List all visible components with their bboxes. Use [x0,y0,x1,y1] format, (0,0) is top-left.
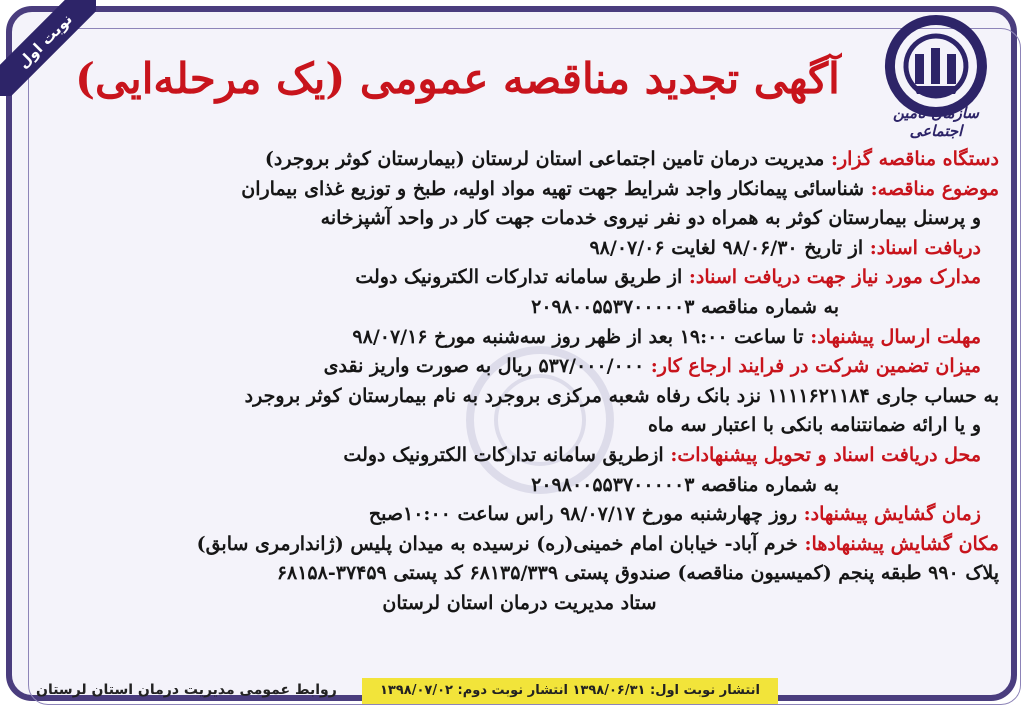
submit-line [40,441,999,471]
docs-value-2: به شماره مناقصه ۲۰۹۸۰۰۵۵۳۷۰۰۰۰۰۳ [531,295,839,318]
submit-value-2: به شماره مناقصه ۲۰۹۸۰۰۵۵۳۷۰۰۰۰۰۳ [531,473,839,496]
signature: ستاد مدیریت درمان استان لرستان [382,591,657,614]
opening-time-value: روز چهارشنبه مورخ ۹۸/۰۷/۱۷ راس ساعت ۱۰:۰۰صبح [368,503,798,526]
notice-body [40,145,999,619]
subject-value-1: شناسائی پیمانکار واجد شرایط جهت تهیه مواد اولیه، طبخ و توزیع غذای بیماران [241,177,865,200]
deadline-label: مهلت ارسال پیشنهاد: [810,325,981,348]
docs-value-1: از طریق سامانه تدارکات الکترونیک دولت [355,266,683,289]
guarantee-value-1: ۵۳۷/۰۰۰/۰۰۰ ریال به صورت واریز نقدی [323,355,645,378]
subject-line-2 [40,204,999,234]
submit-value-1: ازطریق سامانه تدارکات الکترونیک دولت [343,443,664,466]
opening-time-label: زمان گشایش پیشنهاد: [803,503,981,526]
guarantee-line-3 [40,411,999,441]
publication-dates-bar: انتشار نوبت اول: ۱۳۹۸/۰۶/۳۱ انتشار نوبت دوم: ۱۳۹۸/۰۷/۰۲ [362,678,778,704]
guarantee-line [40,352,999,382]
guarantee-value-2: به حساب جاری ۱۱۱۱۶۲۱۱۸۴ نزد بانک رفاه شعبه مرکزی بروجرد به نام بیمارستان کوثر بروجرد [244,384,999,407]
submit-label: محل دریافت اسناد و تحویل پیشنهادات: [670,443,981,466]
receipt-value: از تاریخ ۹۸/۰۶/۳۰ لغایت ۹۸/۰۷/۰۶ [589,236,864,259]
logo-caption: سازمان تامین اجتماعی [893,104,979,140]
signature-line [40,589,999,619]
stamp-label: نوبت اول [0,0,96,96]
docs-label: مدارک مورد نیاز جهت دریافت اسناد: [688,266,981,289]
guarantee-line-2 [40,382,999,412]
submit-line-2 [40,471,999,501]
publisher-credit: روابط عمومی مدیریت درمان استان لرستان [36,682,337,698]
receipt-line [40,234,999,264]
opening-place-value-1: خرم آباد- خیابان امام خمینی(ره) نرسیده به میدان پلیس (ژاندارمری سابق) [196,532,798,555]
subject-value-2: و پرسنل بیمارستان کوثر به همراه دو نفر نیروی خدمات جهت کار در واحد آشپزخانه [320,207,981,230]
notice-title: آگهی تجدید مناقصه عمومی (یک مرحله‌ایی) [75,54,840,103]
organizer-line [40,145,999,175]
guarantee-label: میزان تضمین شرکت در فرایند ارجاع کار: [650,355,981,378]
opening-place-label: مکان گشایش پیشنهادها: [804,532,999,555]
organizer-label: دستگاه مناقصه گزار: [830,148,999,170]
opening-place-value-2: پلاک ۹۹۰ طبقه پنجم (کمیسیون مناقصه) صندوق پستی ۶۸۱۳۵/۳۳۹ کد پستی ۳۷۴۵۹-۶۸۱۵۸ [276,562,999,585]
guarantee-value-3: و یا ارائه ضمانتنامه بانکی با اعتبار سه ماه [647,414,981,437]
docs-line [40,263,999,293]
docs-line-2 [40,293,999,323]
organizer-value: مدیریت درمان تامین اجتماعی استان لرستان (بیمارستان کوثر بروجرد) [264,148,825,170]
subject-label: موضوع مناقصه: [870,177,999,200]
subject-line [40,175,999,205]
opening-place-line [40,530,999,560]
opening-place-line-2 [40,559,999,589]
deadline-line [40,323,999,353]
deadline-value: تا ساعت ۱۹:۰۰ بعد از ظهر روز سه‌شنبه مورخ ۹۸/۰۷/۱۶ [352,325,804,348]
receipt-label: دریافت اسناد: [869,236,981,259]
opening-time-line [40,500,999,530]
